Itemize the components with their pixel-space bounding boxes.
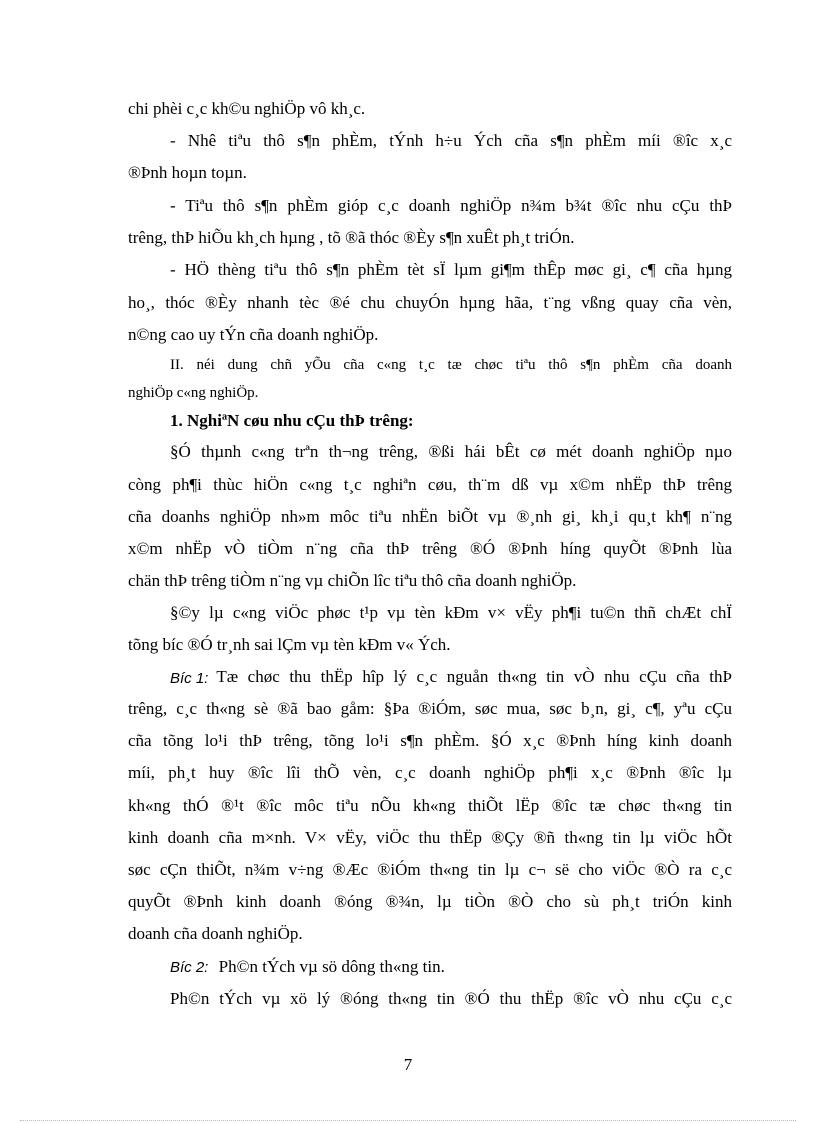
section-heading: nghiÖp c«ng nghiÖp. bbox=[128, 385, 259, 401]
text-line: còng ph¶i thùc hiÖn c«ng t¸c nghiªn cøu, th¨m dß vµ x©m nhËp thÞ trêng bbox=[128, 475, 732, 494]
text-line: doanh cña doanh nghiÖp. bbox=[128, 924, 303, 943]
text-line: n©ng cao uy tÝn cña doanh nghiÖp. bbox=[128, 325, 379, 344]
text-line: Ph©n tÝch vµ xö lý ®óng th«ng tin ®Ó thu thËp ®îc vÒ nhu cÇu c¸c bbox=[170, 989, 732, 1008]
footer-divider bbox=[20, 1120, 796, 1121]
text-line: cña tõng lo¹i thÞ trêng, tõng lo¹i s¶n phÈm. §Ó x¸c ®Þnh híng kinh doanh bbox=[128, 731, 732, 750]
text-line: quyÕt ®Þnh kinh doanh ®óng ®¾n, lµ tiÒn ®Ò cho sù ph¸t triÓn kinh bbox=[128, 892, 732, 911]
text-line: ho¸, thóc ®Èy nhanh tèc ®é chu chuyÓn hµng hãa, t¨ng vßng quay cña vèn, bbox=[128, 293, 732, 312]
text-line: - HÖ thèng tiªu thô s¶n phÈm tèt sÏ lµm gi¶m thÊp møc gi¸ c¶ cña hµng bbox=[170, 260, 732, 279]
text-line: x©m nhËp vÒ tiÒm n¨ng cña thÞ trêng ®Ó ®Þnh híng quyÕt ®Þnh lùa bbox=[128, 539, 732, 558]
text-line: ®Þnh hoµn toµn. bbox=[128, 163, 247, 182]
text-line: chi phèi c¸c kh©u nghiÖp vô kh¸c. bbox=[128, 99, 366, 118]
text-line: chän thÞ trêng tiÒm n¨ng vµ chiÕn lîc tiªu thô cña doanh nghiÖp. bbox=[128, 571, 577, 590]
text-line: tõng bíc ®Ó tr¸nh sai lÇm vµ tèn kÐm v« Ých. bbox=[128, 635, 451, 654]
text-line: - Tiªu thô s¶n phÈm gióp c¸c doanh nghiÖp n¾m b¾t ®îc nhu cÇu thÞ bbox=[170, 196, 732, 215]
step1-label: Bíc 1: bbox=[170, 670, 209, 687]
text-line: - Nhê tiªu thô s¶n phÈm, tÝnh h÷u Ých cña s¶n phÈm míi ®îc x¸c bbox=[170, 131, 732, 150]
step2-text: Ph©n tÝch vµ sö dông th«ng tin. bbox=[218, 957, 445, 976]
text-line: míi, ph¸t huy ®îc lîi thÕ vèn, c¸c doanh nghiÖp ph¶i x¸c ®Þnh ®îc lµ bbox=[128, 763, 732, 782]
text-line: trêng, c¸c th«ng sè ®ã bao gåm: §Þa ®iÓm, søc mua, søc b¸n, gi¸ c¶, yªu cÇu bbox=[128, 699, 732, 718]
text-line: trêng, thÞ hiÕu kh¸ch hµng , tõ ®ã thóc ®Èy s¶n xuÊt ph¸t triÓn. bbox=[128, 228, 575, 247]
step2-label: Bíc 2: bbox=[170, 959, 209, 976]
text-line: kh«ng thÓ ®¹t ®îc môc tiªu nÕu kh«ng thiÕt lËp ®îc tæ chøc th«ng tin bbox=[128, 796, 732, 815]
section-heading: II. néi dung chñ yÕu cña c«ng t¸c tæ chøc tiªu thô s¶n phÈm cña doanh bbox=[170, 357, 732, 373]
text-line: cña doanhs nghiÖp nh»m môc tiªu nhËn biÕt vµ ®¸nh gi¸ kh¸i qu¸t kh¶ n¨ng bbox=[128, 507, 732, 526]
text-line: kinh doanh cña m×nh. V× vËy, viÖc thu thËp ®Çy ®ñ th«ng tin lµ viÖc hÕt bbox=[128, 828, 732, 847]
step2-line bbox=[170, 956, 732, 979]
text-line: §©y lµ c«ng viÖc phøc t¹p vµ tèn kÐm v× vËy ph¶i tu©n thñ chÆt chÏ bbox=[170, 603, 732, 622]
text-line: Tæ chøc thu thËp hîp lý c¸c nguån th«ng tin vÒ nhu cÇu cña thÞ bbox=[216, 667, 732, 686]
subsection-heading: 1. NghiªN cøu nhu cÇu thÞ trêng: bbox=[170, 411, 414, 430]
text-line: §Ó thµnh c«ng trªn th¬ng trêng, ®ßi hái bÊt cø mét doanh nghiÖp nµo bbox=[170, 442, 732, 461]
text-line: søc cÇn thiÕt, n¾m v÷ng ®Æc ®iÓm th«ng tin lµ c¬ së cho viÖc ®Ò ra c¸c bbox=[128, 860, 732, 879]
page-number: 7 bbox=[403, 1055, 413, 1074]
step1-line bbox=[170, 666, 732, 690]
